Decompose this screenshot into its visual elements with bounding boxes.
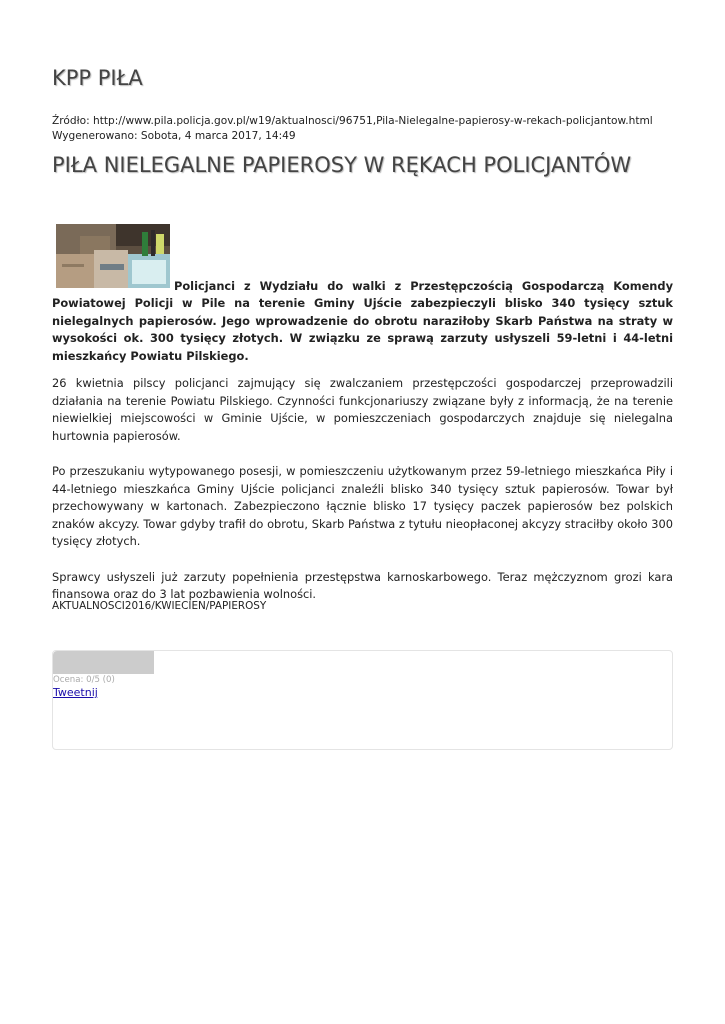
article-paragraph-3: Sprawcy usłyszeli już zarzuty popełnienia przestępstwa karnoskarbowego. Teraz mężczyznom grozi kara finansowa oraz do 3 lat pozbawienia wolności.	[52, 569, 673, 602]
article-paragraph-1: 26 kwietnia pilscy policjanci zajmujący się zwalczaniem przestępczości gospodarczej przeprowadzili działania na terenie Powiatu Pilskiego. Czynności funkcjonariuszy związane były z informacją, że na terenie niewielkiej miejscowości w Gminie Ujście, w pomieszczeniach gospodarczych znajduje się nielegalna hurtownia papierosów.	[52, 376, 673, 443]
rating-score-text: Ocena: 0/5 (0)	[53, 675, 115, 685]
article-body	[52, 375, 673, 621]
source-line: Źródło: http://www.pila.policja.gov.pl/w19/aktualnosci/96751,Pila-Nielegalne-papierosy-w-rekach-policjantow.html	[52, 115, 653, 127]
document-meta	[52, 114, 653, 144]
article-tags: AKTUALNOSCI2016/KWIECIEN/PAPIEROSY	[52, 600, 267, 612]
site-title: KPP PIŁA	[52, 66, 143, 90]
article-lead: Policjanci z Wydziału do walki z Przestępczością Gospodarczą Komendy Powiatowej Policji w Pile na terenie Gminy Ujście zabezpieczyli blisko 340 tysięcy sztuk nielegalnych papierosów. Jego wprowadzenie do obrotu naraziłoby Skarb Państwa na straty w wysokości ok. 300 tysięcy złotych. W związku ze sprawą zarzuty usłyszeli 59-letni i 44-letni mieszkańcy Powiatu Pilskiego.	[52, 279, 673, 363]
article-thumbnail-image	[56, 224, 170, 288]
tweet-link[interactable]: Tweetnij	[53, 686, 98, 699]
article-title: PIŁA NIELEGALNE PAPIEROSY W RĘKACH POLICJANTÓW	[52, 153, 632, 177]
rating-box	[52, 650, 673, 750]
article-paragraph-2: Po przeszukaniu wytypowanego posesji, w pomieszczeniu użytkowanym przez 59-letniego mieszkańca Piły i 44-letniego mieszkańca Gminy Ujście policjanci znaleźli blisko 340 tysięcy sztuk papierosów. Towar był przechowywany w kartonach. Zabezpieczono łącznie blisko 17 tysięcy paczek papierosów bez polskich znaków akcyzy. Towar gdyby trafił do obrotu, Skarb Państwa z tytułu nieopłaconej akcyzy straciłby około 300 tysięcy złotych.	[52, 463, 673, 549]
article-lead-block	[52, 224, 673, 365]
rating-stars-bar[interactable]	[53, 651, 154, 674]
generated-line: Wygenerowano: Sobota, 4 marca 2017, 14:49	[52, 130, 296, 142]
